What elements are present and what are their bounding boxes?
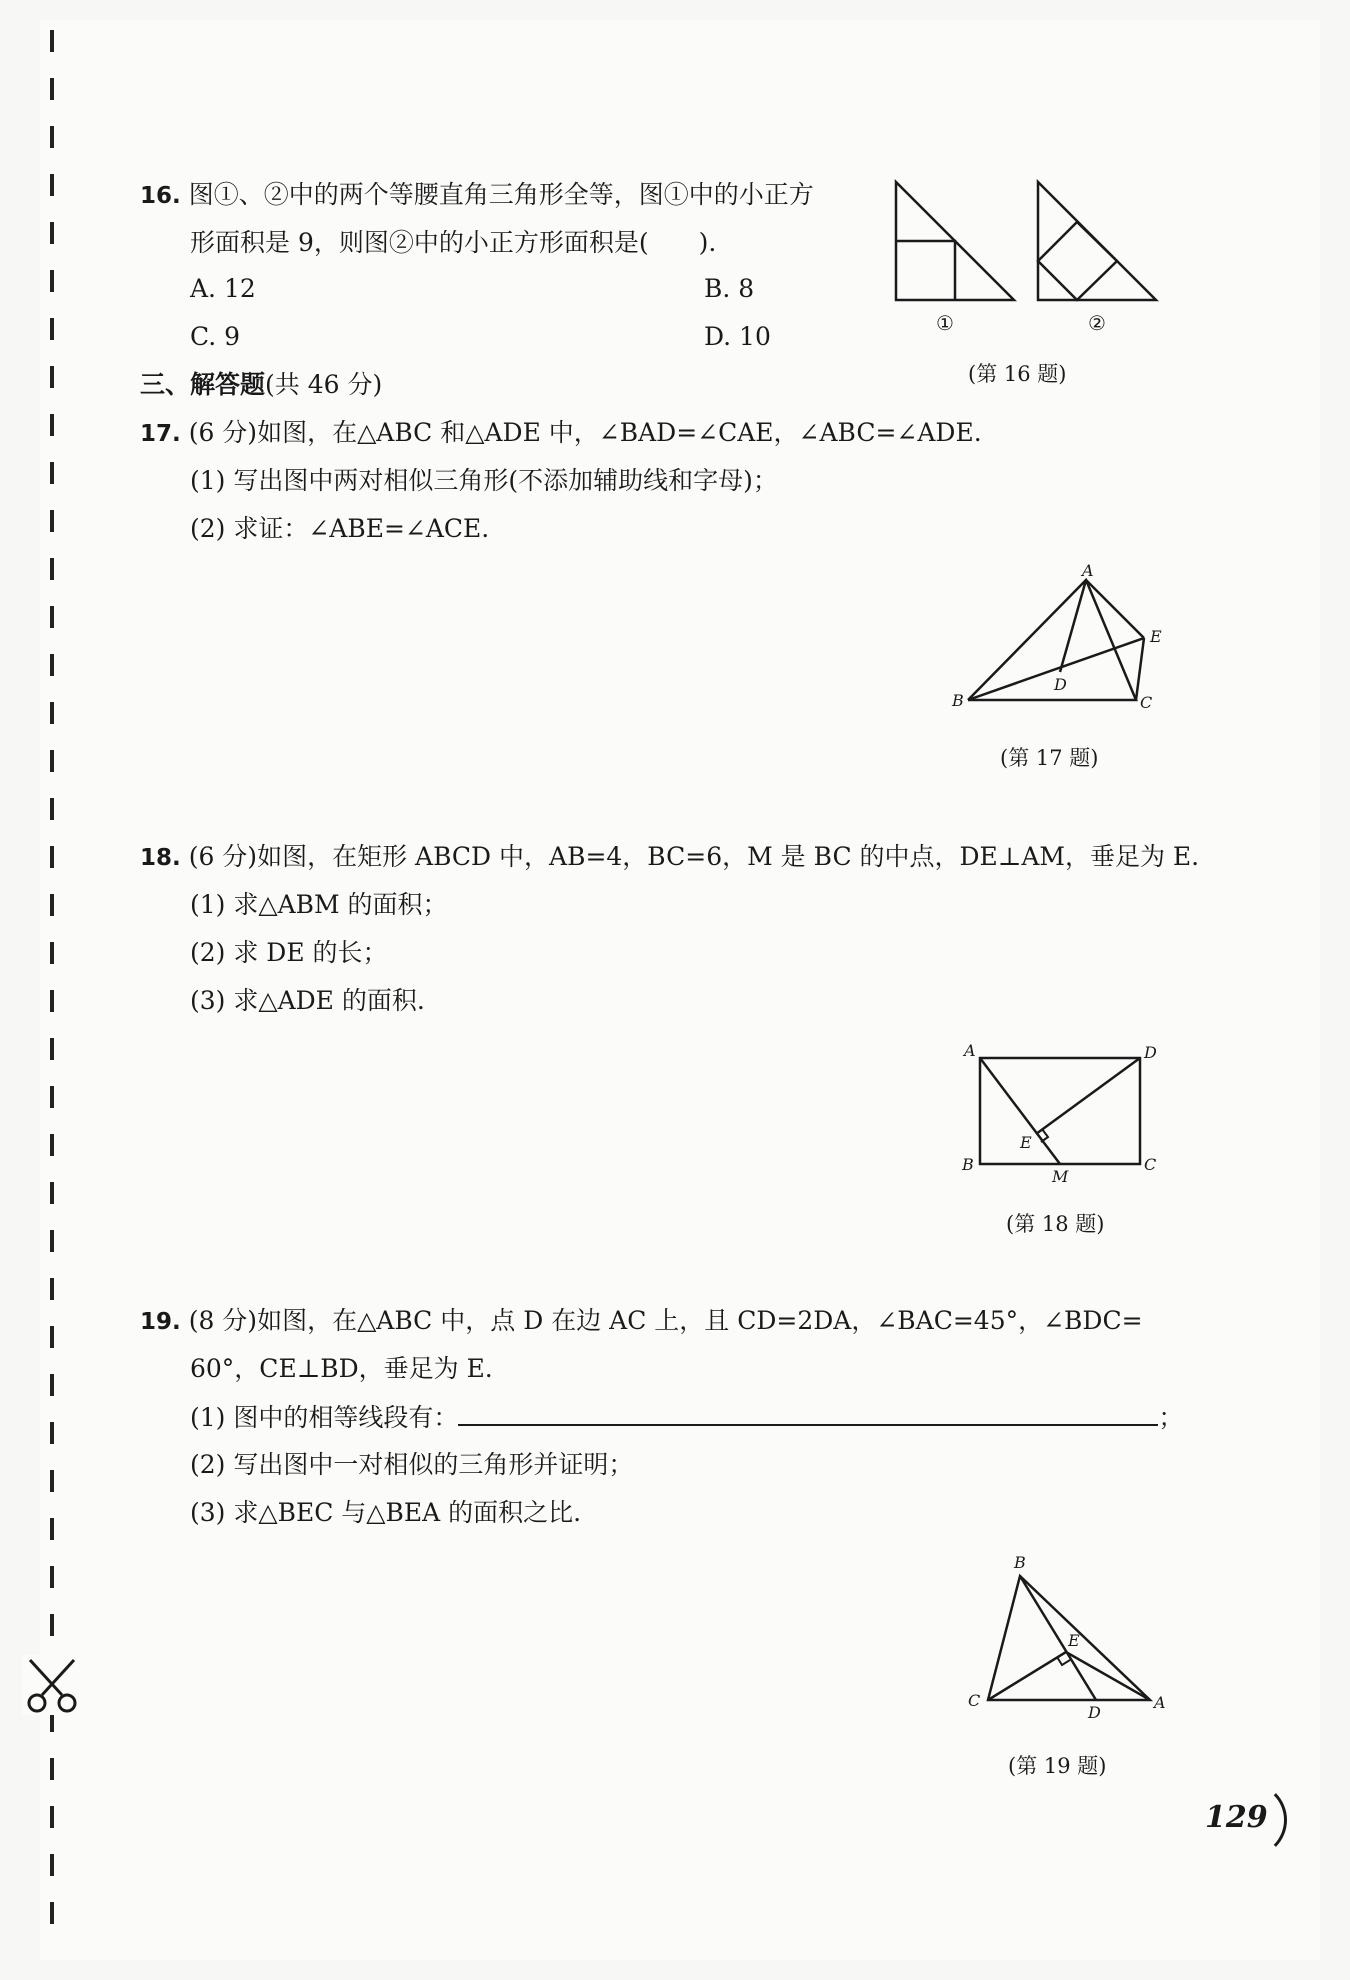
q17-figure	[950, 561, 1170, 724]
q17-caption: (第 17 题)	[1000, 746, 1099, 770]
q17-label-c: C	[1140, 693, 1153, 712]
q18-number: 18.	[140, 845, 181, 871]
q17-label-a: A	[1082, 561, 1094, 580]
q19-sub1-text: (1) 图中的相等线段有：	[190, 1403, 459, 1432]
q18-sub1: (1) 求△ABM 的面积；	[190, 890, 448, 919]
q18-sub3: (3) 求△ADE 的面积.	[190, 986, 425, 1015]
q17-label-d: D	[1054, 675, 1067, 694]
q19-label-d: D	[1088, 1703, 1101, 1722]
q19-line2: 60°，CE⊥BD，垂足为 E.	[190, 1354, 493, 1383]
section3-score: (共 46 分)	[265, 370, 383, 399]
q18-text1: (6 分)如图，在矩形 ABCD 中，AB=4，BC=6，M 是 BC 的中点，DE⊥AM，垂足为 E.	[188, 842, 1200, 871]
q19-sub1	[190, 1402, 1183, 1433]
q16-option-d: D. 10	[704, 322, 771, 351]
q18-line1	[140, 842, 1199, 873]
q16-figure-1	[896, 182, 1014, 300]
q18-label-d: D	[1144, 1043, 1157, 1062]
q16-text1: 图①、②中的两个等腰直角三角形全等，图①中的小正方	[188, 180, 814, 209]
section3-heading	[140, 370, 382, 400]
q16-caption: (第 16 题)	[968, 362, 1067, 386]
q18-label-c: C	[1144, 1155, 1157, 1174]
q16-number: 16.	[140, 183, 181, 209]
q16-fig1-label: ①	[936, 311, 954, 335]
q17-sub1: (1) 写出图中两对相似三角形(不添加辅助线和字母)；	[190, 466, 778, 495]
q16-figure-2	[1038, 182, 1156, 300]
q19-caption: (第 19 题)	[1008, 1754, 1107, 1778]
q18-sub2: (2) 求 DE 的长；	[190, 938, 388, 967]
q19-number: 19.	[140, 1309, 181, 1335]
q18-label-a: A	[964, 1041, 976, 1060]
q18-label-m: M	[1052, 1167, 1069, 1186]
q18-label-e: E	[1020, 1133, 1032, 1152]
q17-label-b: B	[952, 691, 964, 710]
page-number: 129	[1205, 1800, 1268, 1835]
q17-text1: (6 分)如图，在△ABC 和△ADE 中，∠BAD=∠CAE，∠ABC=∠ADE.	[188, 418, 982, 447]
q16-fig2-label: ②	[1088, 311, 1106, 335]
section3-title: 三、解答题	[140, 370, 266, 399]
scissors-icon	[22, 1655, 82, 1715]
q19-label-a: A	[1154, 1693, 1166, 1712]
q18-caption: (第 18 题)	[1006, 1212, 1105, 1236]
q19-label-c: C	[968, 1691, 981, 1710]
q19-text1: (8 分)如图，在△ABC 中，点 D 在边 AC 上，且 CD=2DA，∠BAC=45°，∠BDC=	[188, 1306, 1143, 1335]
q16-option-b: B. 8	[704, 274, 755, 303]
q19-figure	[960, 1552, 1170, 1726]
q16-option-a: A. 12	[190, 274, 256, 303]
q19-label-b: B	[1014, 1553, 1026, 1572]
q16-figure	[890, 178, 1170, 342]
q17-sub2: (2) 求证：∠ABE=∠ACE.	[190, 514, 490, 543]
q17-number: 17.	[140, 421, 181, 447]
q19-line1	[140, 1306, 1143, 1337]
q18-figure	[960, 1040, 1170, 1194]
q17-line1	[140, 418, 982, 449]
q19-sub2: (2) 写出图中一对相似的三角形并证明；	[190, 1450, 634, 1479]
q16-line2: 形面积是 9，则图②中的小正方形面积是( ).	[190, 228, 717, 257]
q18-label-b: B	[962, 1155, 974, 1174]
q19-sub1-end: ；	[1158, 1403, 1184, 1432]
q19-answer-blank[interactable]	[458, 1402, 1158, 1426]
q17-label-e: E	[1150, 627, 1162, 646]
q19-sub3: (3) 求△BEC 与△BEA 的面积之比.	[190, 1498, 582, 1527]
q19-label-e: E	[1068, 1631, 1080, 1650]
q16-line1	[140, 180, 814, 211]
q16-option-c: C. 9	[190, 322, 241, 351]
